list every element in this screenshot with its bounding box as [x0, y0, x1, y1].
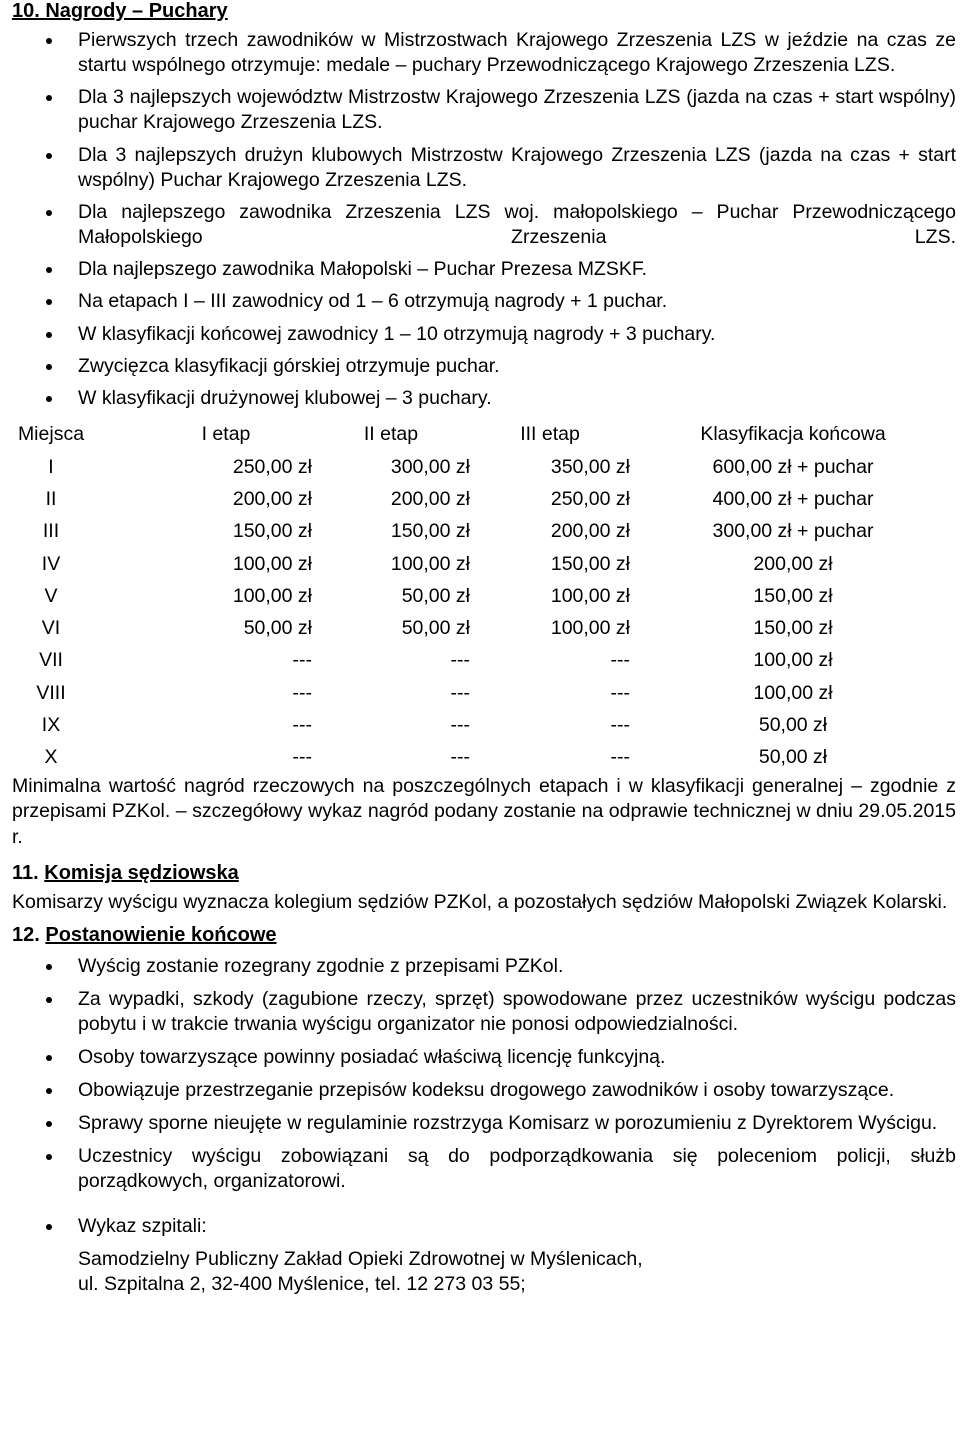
- table-cell: ---: [292, 746, 312, 769]
- bullet-item: Na etapach I – III zawodnicy od 1 – 6 otrzymują nagrody + 1 puchar.: [12, 289, 956, 314]
- section-10: [12, 0, 956, 850]
- bullet-item: Pierwszych trzech zawodników w Mistrzostwach Krajowego Zrzeszenia LZS w jeździe na czas ze startu wspólnego otrzymuje: medale – puchary Przewodniczącego Krajowego Zrzeszenia LZS.: [12, 28, 956, 78]
- table-cell: VII: [39, 649, 63, 672]
- table-cell: 200,00 zł: [753, 552, 833, 575]
- bullet-item: Osoby towarzyszące powinny posiadać właściwą licencję funkcyjną.: [12, 1045, 956, 1070]
- table-cell: 50,00 zł: [401, 584, 470, 607]
- table-cell: 100,00 zł: [753, 649, 833, 672]
- bullet-item: Dla najlepszego zawodnika Małopolski – Puchar Prezesa MZSKF.: [12, 257, 956, 282]
- bullet-item: Sprawy sporne nieujęte w regulaminie rozstrzyga Komisarz w porozumieniu z Dyrektorem Wyścigu.: [12, 1111, 956, 1136]
- table-row: [12, 548, 956, 580]
- bullet-item: Dla 3 najlepszych drużyn klubowych Mistrzostw Krajowego Zrzeszenia LZS (jazda na czas + start wspólny) Puchar Krajowego Zrzeszenia LZS.: [12, 143, 956, 193]
- table-header-cell: I etap: [201, 423, 251, 446]
- table-cell: 600,00 zł + puchar: [712, 455, 874, 478]
- section-10-heading: 10. Nagrody – Puchary: [12, 0, 228, 22]
- bullet-item: W klasyfikacji drużynowej klubowej – 3 puchary.: [12, 386, 956, 411]
- table-cell: 350,00 zł: [550, 455, 630, 478]
- prize-table: [12, 419, 956, 774]
- table-cell: ---: [292, 649, 312, 672]
- table-row: [12, 516, 956, 548]
- table-cell: IV: [41, 552, 61, 575]
- table-header-cell: III etap: [520, 423, 580, 446]
- table-cell: ---: [450, 746, 470, 769]
- table-cell: 150,00 zł: [753, 617, 833, 640]
- table-cell: 200,00 zł: [550, 520, 630, 543]
- section-10-bullets: [12, 28, 956, 411]
- table-cell: ---: [610, 681, 630, 704]
- bullet-item: Uczestnicy wyścigu zobowiązani są do podporządkowania się poleceniom policji, służb porządkowych, organizatorowi.: [12, 1144, 956, 1194]
- table-cell: IX: [41, 713, 61, 736]
- section-12: [12, 924, 956, 1297]
- table-cell: 150,00 zł: [390, 520, 470, 543]
- table-cell: I: [48, 455, 54, 478]
- table-row: [12, 677, 956, 709]
- document-page: [12, 0, 956, 1305]
- table-cell: 300,00 zł: [390, 455, 470, 478]
- table-cell: 100,00 zł: [232, 552, 312, 575]
- table-cell: II: [45, 487, 57, 510]
- bullet-item: Dla najlepszego zawodnika Zrzeszenia LZS woj. małopolskiego – Puchar Przewodniczącego Małopolskiego Zrzeszenia LZS.: [12, 200, 956, 250]
- table-cell: ---: [610, 713, 630, 736]
- section-12-heading: 12. Postanowienie końcowe: [12, 923, 277, 946]
- table-row: [12, 483, 956, 515]
- table-cell: 150,00 zł: [753, 584, 833, 607]
- table-row: [12, 451, 956, 483]
- section-11-text: Komisarzy wyścigu wyznacza kolegium sędziów PZKol, a pozostałych sędziów Małopolski Związek Kolarski.: [12, 891, 948, 914]
- table-header-row: [12, 419, 956, 451]
- table-cell: V: [44, 584, 58, 607]
- table-cell: 400,00 zł + puchar: [712, 487, 874, 510]
- table-cell: 250,00 zł: [232, 455, 312, 478]
- table-row: [12, 645, 956, 677]
- table-cell: ---: [450, 649, 470, 672]
- table-row: [12, 580, 956, 612]
- table-cell: 300,00 zł + puchar: [712, 520, 874, 543]
- table-cell: 200,00 zł: [390, 487, 470, 510]
- table-cell: III: [42, 520, 60, 543]
- table-row: [12, 742, 956, 774]
- hospital-name: Samodzielny Publiczny Zakład Opieki Zdrowotnej w Myślenicach,: [78, 1247, 643, 1270]
- table-cell: ---: [450, 713, 470, 736]
- table-row: [12, 709, 956, 741]
- section-12-bullets: [12, 954, 956, 1297]
- table-cell: ---: [610, 746, 630, 769]
- table-cell: 150,00 zł: [550, 552, 630, 575]
- hospital-list-item: [12, 1214, 956, 1297]
- prize-note: Minimalna wartość nagród rzeczowych na poszczególnych etapach i w klasyfikacji generalnej – zgodnie z przepisami PZKol. – szczegółowy wykaz nagród podany zostanie na odprawie technicznej w dniu 29.05.2015 r.: [12, 774, 956, 848]
- table-cell: ---: [610, 649, 630, 672]
- table-cell: 100,00 zł: [390, 552, 470, 575]
- bullet-item: Zwycięzca klasyfikacji górskiej otrzymuje puchar.: [12, 354, 956, 379]
- table-cell: 50,00 zł: [243, 617, 312, 640]
- table-header-cell: Klasyfikacja końcowa: [700, 423, 886, 446]
- table-cell: VI: [41, 617, 61, 640]
- table-cell: ---: [450, 681, 470, 704]
- table-cell: VIII: [36, 681, 66, 704]
- table-cell: 50,00 zł: [758, 713, 828, 736]
- bullet-item: Wyścig zostanie rozegrany zgodnie z przepisami PZKol.: [12, 954, 956, 979]
- table-header-cell: Miejsca: [17, 423, 85, 446]
- table-cell: 250,00 zł: [550, 487, 630, 510]
- hospital-address: ul. Szpitalna 2, 32-400 Myślenice, tel. 12 273 03 55;: [78, 1272, 526, 1295]
- section-11: [12, 862, 956, 916]
- table-cell: 100,00 zł: [232, 584, 312, 607]
- bullet-item: Dla 3 najlepszych województw Mistrzostw Krajowego Zrzeszenia LZS (jazda na czas + start wspólny) puchar Krajowego Zrzeszenia LZS.: [12, 85, 956, 135]
- table-cell: 100,00 zł: [550, 617, 630, 640]
- table-cell: 50,00 zł: [401, 617, 470, 640]
- hospital-label: Wykaz szpitali:: [78, 1214, 207, 1237]
- table-cell: ---: [292, 681, 312, 704]
- table-cell: 100,00 zł: [753, 681, 833, 704]
- table-header-cell: II etap: [363, 423, 419, 446]
- table-row: [12, 612, 956, 644]
- table-cell: X: [44, 746, 58, 769]
- table-cell: ---: [292, 713, 312, 736]
- section-11-heading: 11. Komisja sędziowska: [12, 862, 239, 885]
- bullet-item: W klasyfikacji końcowej zawodnicy 1 – 10 otrzymują nagrody + 3 puchary.: [12, 322, 956, 347]
- table-cell: 150,00 zł: [232, 520, 312, 543]
- bullet-item: Za wypadki, szkody (zagubione rzeczy, sprzęt) spowodowane przez uczestników wyścigu podczas pobytu i w trakcie trwania wyścigu organizator nie ponosi odpowiedzialności.: [12, 987, 956, 1037]
- bullet-item: Obowiązuje przestrzeganie przepisów kodeksu drogowego zawodników i osoby towarzyszące.: [12, 1078, 956, 1103]
- table-cell: 50,00 zł: [758, 746, 828, 769]
- table-cell: 100,00 zł: [550, 584, 630, 607]
- table-cell: 200,00 zł: [232, 487, 312, 510]
